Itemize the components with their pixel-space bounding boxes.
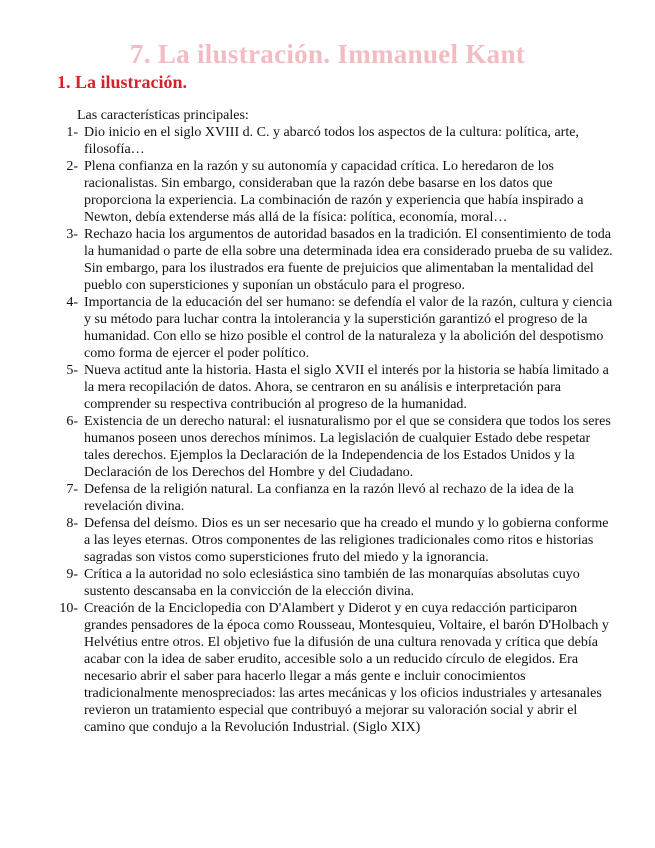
list-item-number: 5- — [66, 363, 78, 378]
list-item — [0, 413, 655, 481]
list-item-number: 1- — [66, 125, 78, 140]
list-item-number: 8- — [66, 516, 78, 531]
list-item-text: Dio inicio en el siglo XVIII d. C. y abarcó todos los aspectos de la cultura: política, arte, filosofía… — [84, 125, 579, 157]
list-item-text: Importancia de la educación del ser humano: se defendía el valor de la razón, cultura y ciencia y su método para luchar contra la intolerancia y la superstición garantizó el progreso de la humanidad. Con ello se hizo posible el control de la naturaleza y la abolición del despotismo como forma de ejercer el poder político. — [84, 295, 613, 361]
section-heading: 1. La ilustración. — [57, 72, 188, 92]
list-item-number: 3- — [66, 227, 78, 242]
list-item-text: Rechazo hacia los argumentos de autoridad basados en la tradición. El consentimiento de toda la humanidad o parte de ella sobre una determinada idea era considerado prueba de su validez. Sin embargo, para los ilustrados era fuente de prejuicios que alimentaban la mentalidad del pueblo con supersticiones y suponían un obstáculo para el progreso. — [84, 227, 613, 293]
list-item — [0, 566, 655, 600]
list-item — [0, 600, 655, 736]
list-item-text: Defensa del deísmo. Dios es un ser necesario que ha creado el mundo y lo gobierna conforme a las leyes eternas. Otros componentes de las religiones tradicionales como ritos e historias sagradas son vistos como supersticiones fruto del miedo y la ignorancia. — [84, 516, 609, 565]
list-item-number: 2- — [66, 159, 78, 174]
list-item — [0, 481, 655, 515]
list-item-text: Crítica a la autoridad no solo eclesiástica sino también de las monarquías absolutas cuyo sustento descansaba en la convicción de la elección divina. — [84, 567, 580, 599]
characteristics-list — [0, 124, 655, 736]
list-item-text: Nueva actitud ante la historia. Hasta el siglo XVII el interés por la historia se había limitado a la mera recopilación de datos. Ahora, se centraron en su análisis e interpretación para comprender su respectiva contribución al progreso de la humanidad. — [84, 363, 609, 412]
list-item-text: Existencia de un derecho natural: el iusnaturalismo por el que se considera que todos los seres humanos poseen unos derechos mínimos. La legislación de cualquier Estado debe respetar tales derechos. Ejemplos la Declaración de la Independencia de los Estados Unidos y la Declaración de los Derechos del Hombre y del Ciudadano. — [84, 414, 611, 480]
list-item-text: Creación de la Enciclopedia con D'Alambert y Diderot y en cuya redacción participaron grandes pensadores de la época como Rousseau, Montesquieu, Voltaire, el barón D'Holbach y Helvétius entre otros. El objetivo fue la difusión de una cultura renovada y crítica que debía acabar con la idea de saber erudito, accesible solo a un reducido círculo de elegidos. Era necesario abrir el saber para hacerlo llegar a más gente e incluir conocimientos tradicionalmente menospreciados: las artes mecánicas y los oficios industriales y artesanales revieron un tratamiento especial que contribuyó a mejorar su valoración social y abrir el camino que condujo a la Revolución Industrial. (Siglo XIX) — [84, 601, 609, 735]
list-item-text: Defensa de la religión natural. La confianza en la razón llevó al rechazo de la idea de la revelación divina. — [84, 482, 574, 514]
list-item — [0, 158, 655, 226]
list-item-number: 10- — [59, 601, 78, 616]
list-item — [0, 362, 655, 413]
list-item-number: 7- — [66, 482, 78, 497]
list-item — [0, 226, 655, 294]
list-item-number: 9- — [66, 567, 78, 582]
list-item — [0, 124, 655, 158]
intro-text: Las características principales: — [77, 108, 249, 123]
list-item — [0, 294, 655, 362]
list-item-text: Plena confianza en la razón y su autonomía y capacidad crítica. Lo heredaron de los racionalistas. Sin embargo, consideraban que la razón debe basarse en los datos que proporciona la experiencia. La combinación de razón y experiencia que había inspirado a Newton, debía extenderse más allá de la física: política, economía, moral… — [84, 159, 584, 225]
list-item-number: 4- — [66, 295, 78, 310]
list-item — [0, 515, 655, 566]
list-item-number: 6- — [66, 414, 78, 429]
document-title: 7. La ilustración. Immanuel Kant — [129, 39, 526, 69]
